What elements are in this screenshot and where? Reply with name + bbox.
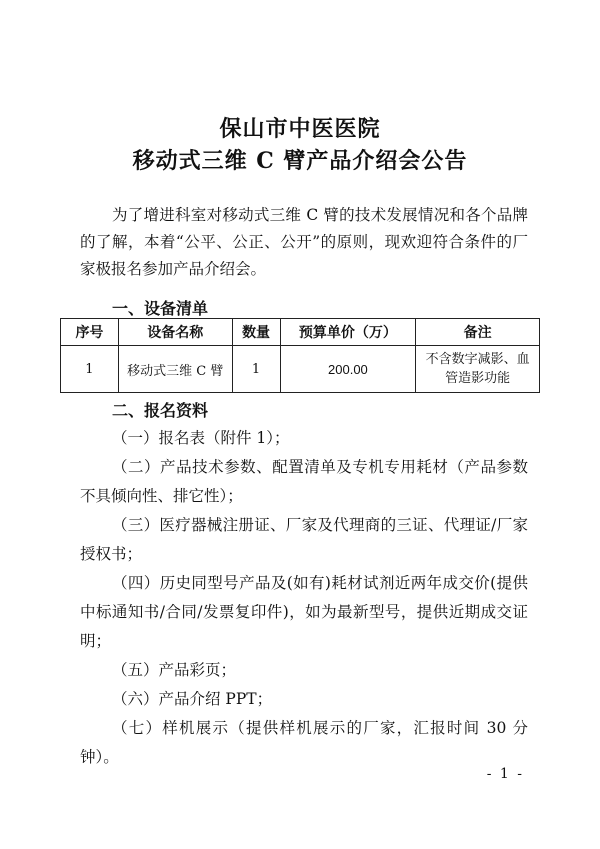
intro-paragraph: 为了增进科室对移动式三维 C 臂的技术发展情况和各个品牌的了解，本着“公平、公正、公开”的原则，现欢迎符合条件的厂家极报名参加产品介绍会。 [80,206,528,278]
document-title-announcement: 移动式三维 C 臂产品介绍会公告 [132,148,468,174]
list-item: （四）历史同型号产品及(如有)耗材试剂近两年成交价(提供中标通知书/合同/发票复印件)，如为最新型号，提供近期成交证明； [80,574,528,650]
list-item: （二）产品技术参数、配置清单及专机专用耗材（产品参数不具倾向性、排它性）； [80,458,528,505]
column-header-no: 序号 [61,319,119,346]
cell-qty: 1 [232,346,280,393]
cell-price: 200.00 [280,346,416,393]
list-item: （一）报名表（附件 1）； [112,429,290,447]
table-header-row [61,319,540,346]
column-header-name: 设备名称 [118,319,232,346]
registration-materials-list [80,424,528,772]
table-row [61,346,540,393]
list-item: （七）样机展示（提供样机展示的厂家，汇报时间 30 分钟）。 [80,719,528,766]
column-header-price: 预算单价（万） [280,319,416,346]
equipment-table [60,318,540,393]
column-header-note: 备注 [416,319,540,346]
cell-note: 不含数字减影、血管造影功能 [416,346,540,393]
section-heading-registration-materials: 二、报名资料 [112,401,209,420]
cell-no: 1 [61,346,119,393]
list-item: （五）产品彩页； [112,661,237,679]
document-title-hospital: 保山市中医医院 [219,116,381,142]
list-item: （三）医疗器械注册证、厂家及代理商的三证、代理证/厂家授权书； [80,516,528,563]
section-heading-equipment-list: 一、设备清单 [112,299,209,318]
column-header-qty: 数量 [232,319,280,346]
list-item: （六）产品介绍 PPT； [112,690,273,708]
page-number: - 1 - [486,766,524,782]
cell-name: 移动式三维 C 臂 [118,346,232,393]
